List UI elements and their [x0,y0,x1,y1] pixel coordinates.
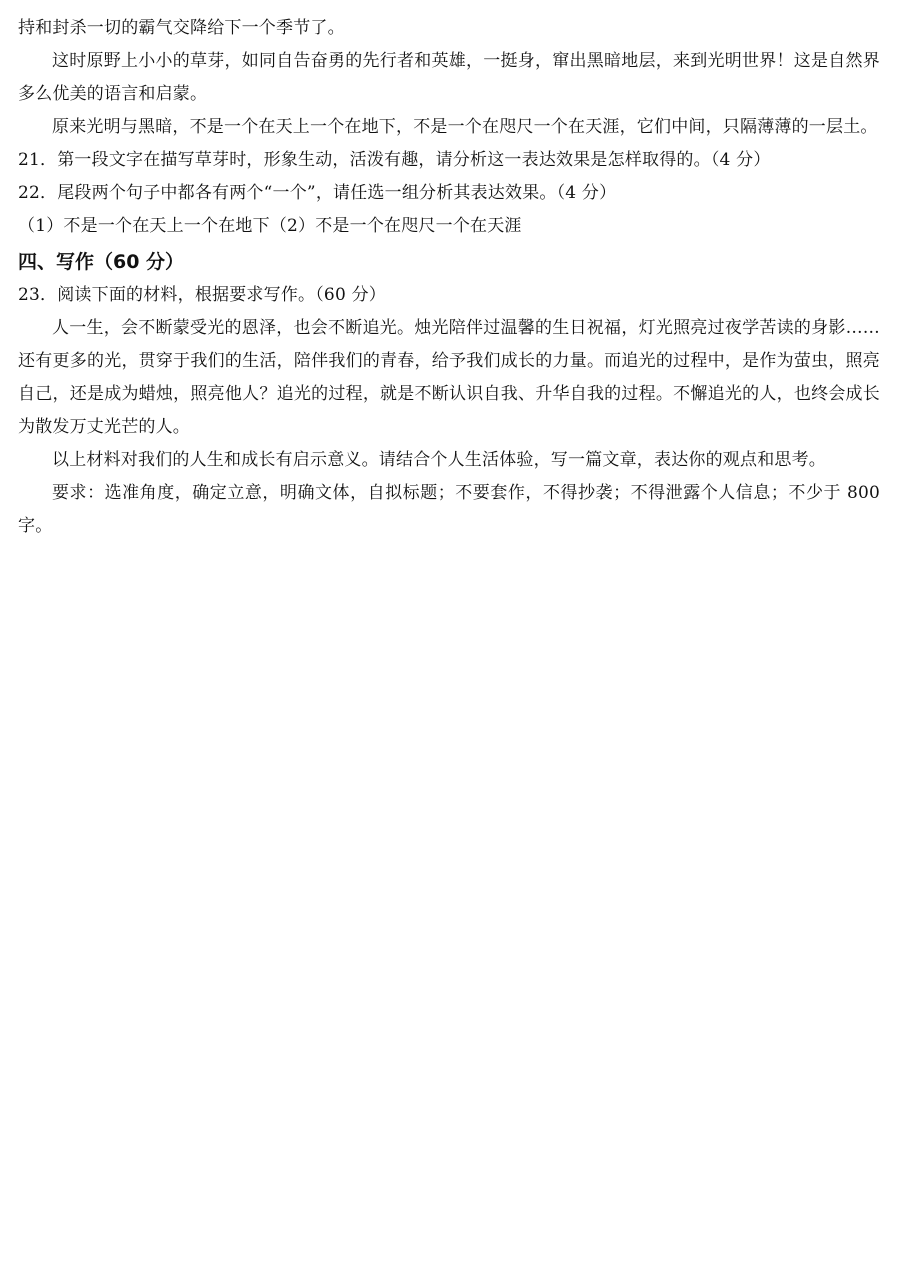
question-22: 22．尾段两个句子中都各有两个“一个”，请任选一组分析其表达效果。（4 分） [18,183,617,203]
passage-paragraph-2: 这时原野上小小的草芽，如同自告奋勇的先行者和英雄，一挺身，窜出黑暗地层，来到光明世界！这是自然界多么优美的语言和启蒙。 [18,51,880,104]
writing-requirements: 要求：选准角度，确定立意，明确文体，自拟标题；不要套作，不得抄袭；不得泄露个人信息；不少于 800 字。 [18,483,880,536]
page-content [18,12,880,543]
writing-material: 人一生，会不断蒙受光的恩泽，也会不断追光。烛光陪伴过温馨的生日祝福，灯光照亮过夜学苦读的身影……还有更多的光，贯穿于我们的生活，陪伴我们的青春，给予我们成长的力量。而追光的过程中，是作为萤虫，照亮自己，还是成为蜡烛，照亮他人？追光的过程，就是不断认识自我、升华自我的过程。不懈追光的人，也终会成长为散发万丈光芒的人。 [18,318,880,437]
question-23: 23．阅读下面的材料，根据要求写作。（60 分） [18,285,386,305]
question-21: 21．第一段文字在描写草芽时，形象生动，活泼有趣，请分析这一表达效果是怎样取得的。（4 分） [18,150,771,170]
passage-paragraph-3: 原来光明与黑暗，不是一个在天上一个在地下，不是一个在咫尺一个在天涯，它们中间，只隔薄薄的一层土。 [52,117,878,137]
writing-prompt: 以上材料对我们的人生和成长有启示意义。请结合个人生活体验，写一篇文章，表达你的观点和思考。 [52,450,826,470]
passage-paragraph-1: 持和封杀一切的霸气交降给下一个季节了。 [18,18,345,38]
section-title-writing: 四、写作（60 分） [18,251,185,273]
question-22-options: （1）不是一个在天上一个在地下（2）不是一个在咫尺一个在天涯 [18,216,522,236]
